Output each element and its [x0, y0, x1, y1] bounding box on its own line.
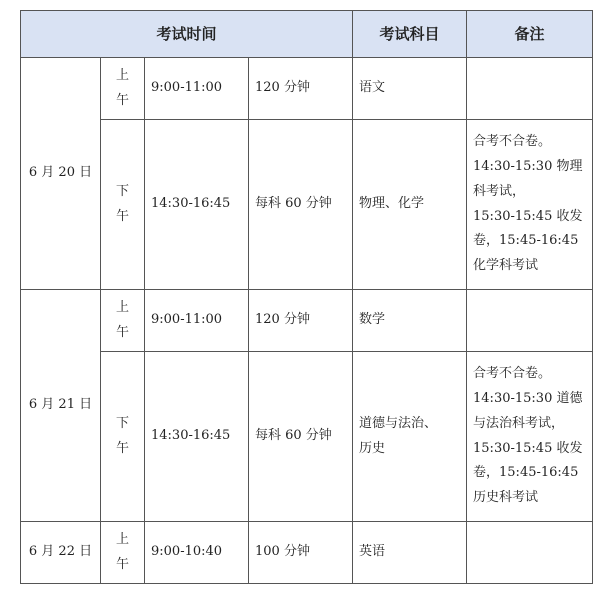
table-row	[21, 120, 593, 290]
remark-line: 卷，15:45-16:45	[473, 233, 579, 249]
remark-line: 15:30-15:45 收发	[473, 208, 583, 224]
date-cell: 6 月 21 日	[21, 290, 101, 522]
time-cell: 9:00-10:40	[145, 522, 249, 584]
duration-cell: 120 分钟	[249, 290, 353, 352]
time-cell: 9:00-11:00	[145, 290, 249, 352]
remark-cell	[467, 58, 593, 120]
subject-cell: 道德与法治、 历史	[353, 352, 467, 522]
subject-cell: 语文	[353, 58, 467, 120]
remark-line: 合考不合卷。	[473, 134, 552, 150]
remark-line: 与法治科考试，	[473, 415, 565, 431]
period-cell: 下 午	[101, 352, 145, 522]
date-cell: 6 月 20 日	[21, 58, 101, 290]
period-cell: 上 午	[101, 522, 145, 584]
time-cell: 9:00-11:00	[145, 58, 249, 120]
remark-line: 15:30-15:45 收发	[473, 440, 583, 456]
table-row	[21, 352, 593, 522]
duration-cell: 120 分钟	[249, 58, 353, 120]
remark-line: 科考试，	[473, 183, 526, 199]
table-row	[21, 290, 593, 352]
header-row	[21, 11, 593, 58]
header-exam-subject: 考试科目	[353, 11, 467, 58]
subject-cell: 数学	[353, 290, 467, 352]
period-cell: 上 午	[101, 290, 145, 352]
remark-line: 历史科考试	[473, 489, 539, 505]
remark-cell	[467, 290, 593, 352]
remark-cell	[467, 120, 593, 290]
header-remark: 备注	[467, 11, 593, 58]
subject-cell: 物理、化学	[353, 120, 467, 290]
time-cell: 14:30-16:45	[145, 352, 249, 522]
time-cell: 14:30-16:45	[145, 120, 249, 290]
header-exam-time: 考试时间	[21, 11, 353, 58]
duration-cell: 每科 60 分钟	[249, 352, 353, 522]
table-row	[21, 522, 593, 584]
remark-line: 14:30-15:30 物理	[473, 159, 583, 175]
remark-cell	[467, 352, 593, 522]
duration-cell: 每科 60 分钟	[249, 120, 353, 290]
period-cell: 下 午	[101, 120, 145, 290]
remark-line: 14:30-15:30 道德	[473, 391, 583, 407]
table-row	[21, 58, 593, 120]
exam-schedule-table	[20, 10, 593, 584]
remark-line: 卷，15:45-16:45	[473, 465, 579, 481]
duration-cell: 100 分钟	[249, 522, 353, 584]
remark-line: 合考不合卷。	[473, 366, 552, 382]
remark-cell	[467, 522, 593, 584]
subject-cell: 英语	[353, 522, 467, 584]
period-cell: 上 午	[101, 58, 145, 120]
date-cell: 6 月 22 日	[21, 522, 101, 584]
remark-line: 化学科考试	[473, 257, 539, 273]
